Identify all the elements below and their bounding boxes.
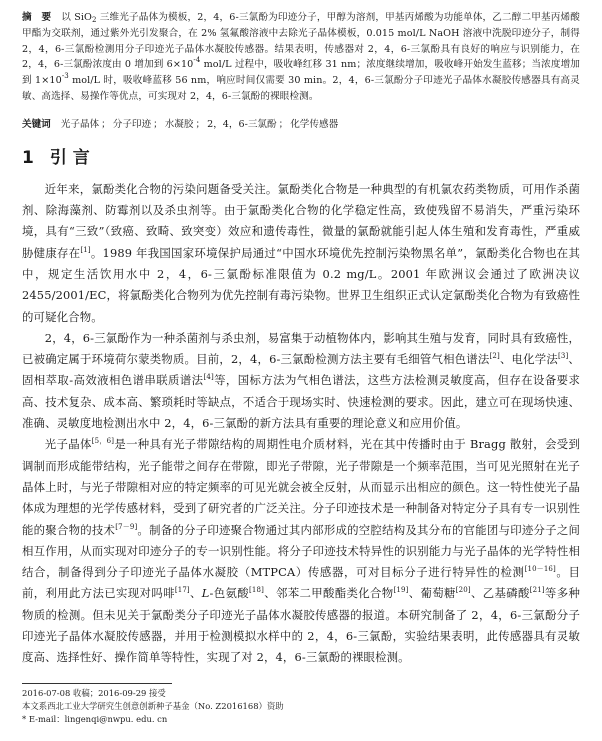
footnote-divider [22, 683, 172, 684]
section-number: 1 [22, 147, 34, 168]
abstract-text: 以 SiO [61, 12, 93, 23]
abstract-superscript: -4 [193, 56, 201, 65]
paragraph-text: 。目前，利用此方法已实现对吗啡 [22, 565, 580, 601]
paragraph-text: 等多种物质的检测。但未见关于氯酚类分子印迹光子晶体水凝胶传感器的报道。本研究制备了 2，4，6-三氯酚分子印迹光子晶体水凝胶传感器，并用于检测模拟水样中的 2，4，6-三氯酚，实验结果表明，此传感器具有灵敏度高、选择性好、操作简单等特性，实现了对 2，4，6-三氯酚的裸眼检测。 [22, 586, 580, 665]
italic-prefix: L [201, 586, 210, 601]
paragraph-text: 、乙基磷酸 [470, 586, 530, 601]
abstract-subscript: 2 [92, 16, 97, 24]
citation: [5，6] [91, 437, 115, 446]
footnote-email: * E-mail：lingenqi@nwpu. edu. cn [22, 714, 168, 725]
citation: [10－16] [524, 565, 556, 574]
citation: [20] [455, 586, 471, 595]
paragraph [22, 179, 580, 328]
paragraph-text: 是一种具有光子带隙结构的周期性电介质材料，光在其中传播时由于 Bragg 散射，会受到调制而形成能带结构，光子能带之间存在带隙，即光子带隙，光子带隙是一个频率范围，当可见光照射在光子晶体上时，与光子带隙相对应的特定频率的可见光就会被全反射，从而显示出相应的颜色。这一特性使光子晶体成为理想的光学传感材料，受到了研究者的广泛关注。分子印迹技术是一种制备对特定分子具有专一识别性能的聚合物的技术 [22, 437, 580, 537]
citation: [1] [80, 245, 91, 254]
abstract-text: 三维光子晶体为模板，2，4，6-三氯酚为印迹分子，甲醇为溶剂，甲基丙烯酸为功能单体，乙二醇二甲基丙烯酸甲酯为交联剂，通过紫外光引发聚合，在 2% 氢氟酸溶液中去除光子晶体模板，0.015 mol/L NaOH 溶液中洗脱印迹分子，制得 2，4，6-三氯酚检测用分子印迹光子晶体水凝胶传感器。结果表明，传感器对 2，4，6-三氯酚具有良好的响应与识别能力，在 2，4，6-三氯酚浓度由 0 增加到 6×10 [22, 12, 580, 71]
citation: [18] [249, 586, 264, 595]
citation: [21] [529, 586, 545, 595]
paragraph-text: 近年来，氯酚类化合物的污染问题备受关注。氯酚类化合物是一种典型的有机氯农药类物质，可用作杀菌剂、除海藻剂、防霉剂以及杀虫剂等。由于氯酚类化合物的化学稳定性高，致使残留不易消失，严重污染环境，具有“三致”（致癌、致畸、致突变）效应和遗传毒性，微量的氯酚就能引起人体生殖和发育毒性，严重威胁健康存在 [22, 181, 580, 260]
keyword-separator: ； [101, 118, 111, 130]
keyword-item: 分子印迹 [112, 118, 152, 130]
citation: [4] [203, 373, 214, 382]
paragraph-text: 、葡萄糖 [408, 586, 456, 601]
citation: [3] [557, 352, 569, 361]
keyword-separator: ； [278, 118, 289, 130]
keyword-item: 光子晶体 [60, 118, 100, 130]
citation: [17] [174, 586, 190, 595]
section-heading [22, 146, 580, 170]
keyword-item: 水凝胶 [164, 118, 194, 130]
footnote-funding: 本文系西北工业大学研究生创意创新种子基金（No. Z2016168）资助 [22, 701, 284, 712]
section-title: 引 言 [49, 147, 90, 168]
paragraph-text: 等，国标方法为气相色谱法，这些方法检测灵敏度高，但存在设备要求高、技术复杂、成本高、繁琐耗时等缺点，不适合于现场实时、快速检测的要求。因此，建立可在现场快速、准确、灵敏度地检测出水中 2，4，6-三氯酚的新方法具有重要的理论意义和应用价值。 [22, 373, 580, 431]
abstract-superscript: -3 [61, 72, 69, 81]
citation: [19] [393, 586, 409, 595]
keywords-label: 关键词 [22, 118, 51, 130]
paragraph-text: 。制备的分子印迹聚合物通过其内部形成的空腔结构及其分布的官能团与印迹分子之间相互作用，从而实现对印迹分子的专一识别性能。将分子印迹技术特异性的识别能力与光子晶体的光学特性相结合，制备得到分子印迹光子晶体水凝胶（MTPCA）传感器，可对目标分子进行特异性的检测 [22, 522, 581, 580]
citation: [7－9] [115, 522, 138, 531]
paragraph-text: 。1989 年我国国家环境保护局通过“中国水环境优先控制污染物黑名单”，氯酚类化合物也在其中，规定生活饮用水中 2，4，6-三氯酚标准限值为 0.2 mg/L。2001 年欧洲议会通过了欧洲决议 2455/2001/EC，将氯酚类化合物列为优先控制有毒污染物。世界卫生组织正式认定氯酚类化合物为有致癌性的可疑化合物。 [22, 245, 580, 324]
footnotes [22, 687, 284, 727]
paragraph-text: 、电化学法 [499, 352, 558, 367]
keyword-separator: ； [195, 118, 206, 130]
paragraph [22, 328, 580, 434]
paragraph-text: 光子晶体 [44, 437, 92, 452]
abstract [22, 10, 580, 105]
keyword-item: 化学传感器 [290, 118, 339, 130]
keyword-separator: ； [153, 118, 163, 130]
paragraph-text: 、邻苯二甲酸酯类化合物 [263, 586, 394, 601]
footnote-received: 2016-07-08 收稿；2016-09-29 接受 [22, 688, 166, 698]
paragraph-text: 2，4，6-三氯酚作为一种杀菌剂与杀虫剂，易富集于动植物体内，影响其生殖与发育，同时具有致癌性，已被确定属于环境荷尔蒙类物质。目前，2，4，6-三氯酚检测方法主要有毛细管气相色谱法 [22, 330, 580, 367]
keyword-item: 2，4，6-三氯酚 [207, 118, 277, 130]
abstract-text: mol/L 时，吸收峰蓝移 56 nm，响应时间仅需要 30 min。2，4，6-三氯酚分子印迹光子晶体水凝胶传感器具有高灵敏、高选择、易操作等优点，可实现对 2，4，6-三氯酚的裸眼检测。 [22, 75, 580, 102]
paragraph [22, 434, 580, 668]
paragraph-text: 、 [189, 586, 202, 601]
body-text [22, 179, 580, 669]
paragraph-text: -色氨酸 [209, 586, 249, 601]
abstract-label: 摘 要 [22, 12, 52, 23]
paragraph-text: 、固相萃取-高效液相色谱串联质谱法 [22, 352, 580, 388]
abstract-text: mol/L 过程中，吸收峰红移 31 nm；浓度继续增加，吸收峰开始发生蓝移；当浓度增加到 1×10 [22, 59, 580, 87]
citation: [2] [489, 352, 500, 361]
keywords [22, 117, 580, 132]
